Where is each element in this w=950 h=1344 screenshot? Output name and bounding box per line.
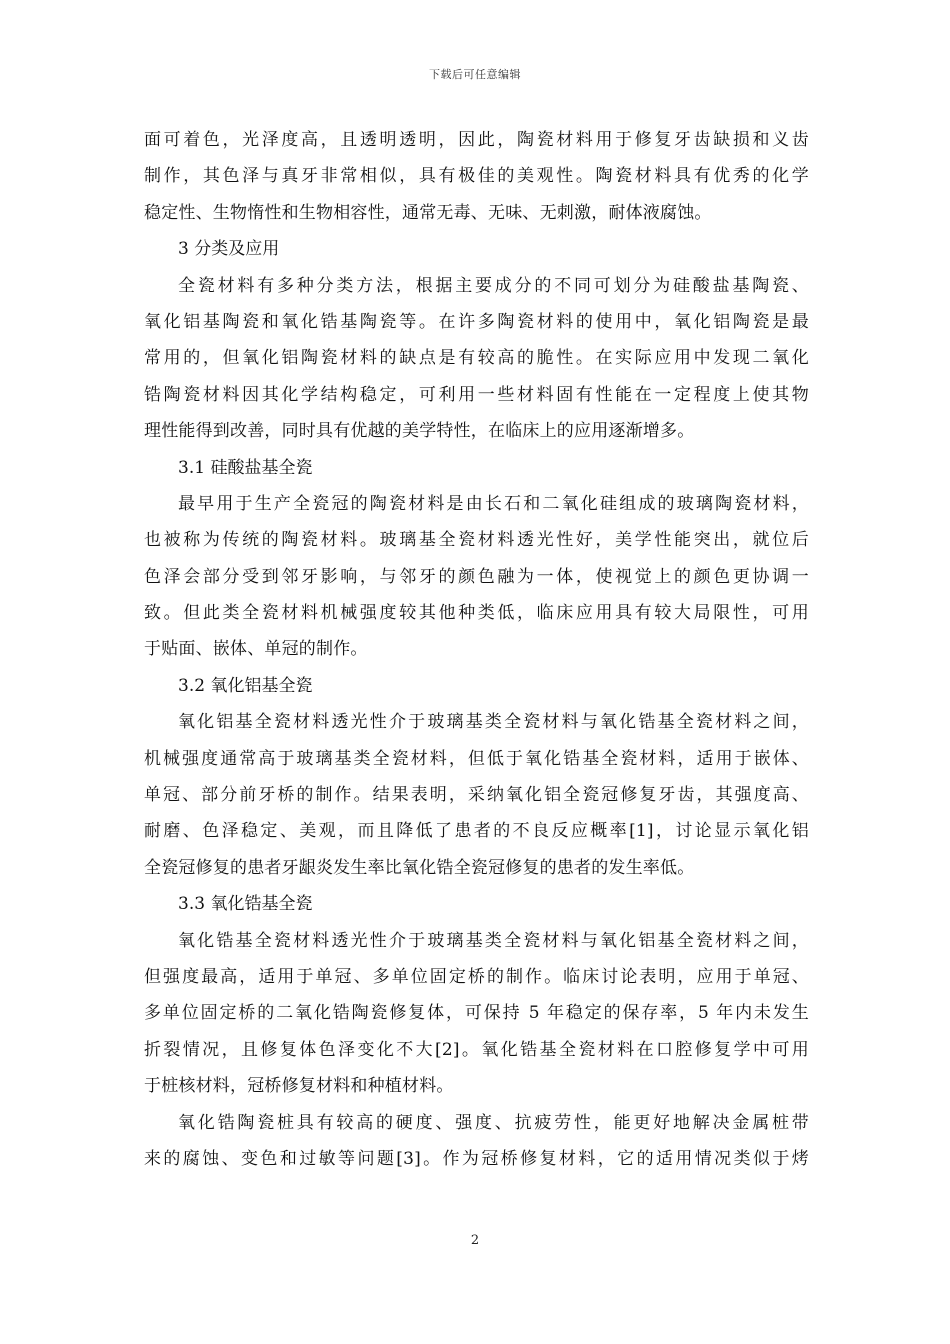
paragraph bbox=[144, 486, 809, 668]
text-line: 稳定性、生物惰性和生物相容性，通常无毒、无味、无刺激，耐体液腐蚀。 bbox=[144, 202, 712, 223]
text-line: 耐磨、色泽稳定、美观，而且降低了患者的不良反应概率[1]，讨论显示氧化铝 bbox=[144, 821, 809, 842]
text-line: 也被称为传统的陶瓷材料。玻璃基全瓷材料透光性好，美学性能突出，就位后 bbox=[144, 530, 809, 551]
text-line: 氧化锆陶瓷桩具有较高的硬度、强度、抗疲劳性，能更好地解决金属桩带 bbox=[178, 1112, 809, 1133]
text-line: 于桩核材料，冠桥修复材料和种植材料。 bbox=[144, 1076, 454, 1097]
text-line: 多单位固定桥的二氧化锆陶瓷修复体，可保持 5 年稳定的保存率，5 年内未发生 bbox=[144, 1003, 809, 1024]
paragraph bbox=[144, 1105, 809, 1178]
text-line: 色泽会部分受到邻牙影响，与邻牙的颜色融为一体，使视觉上的颜色更协调一 bbox=[144, 566, 809, 587]
text-line: 折裂情况，且修复体色泽变化不大[2]。氧化锆基全瓷材料在口腔修复学中可用 bbox=[144, 1039, 809, 1060]
section-heading: 3.1 硅酸盐基全瓷 bbox=[178, 457, 313, 478]
text-line: 于贴面、嵌体、单冠的制作。 bbox=[144, 639, 368, 660]
text-line: 最早用于生产全瓷冠的陶瓷材料是由长石和二氧化硅组成的玻璃陶瓷材料， bbox=[178, 493, 809, 514]
text-line: 氧化铝基陶瓷和氧化锆基陶瓷等。在许多陶瓷材料的使用中，氧化铝陶瓷是最 bbox=[144, 311, 809, 332]
text-line: 氧化锆基全瓷材料透光性介于玻璃基类全瓷材料与氧化铝基全瓷材料之间， bbox=[178, 930, 809, 951]
section-heading: 3.2 氧化铝基全瓷 bbox=[178, 675, 313, 696]
section-heading: 3.3 氧化锆基全瓷 bbox=[178, 894, 313, 915]
text-line: 面可着色，光泽度高，且透明透明，因此，陶瓷材料用于修复牙齿缺损和义齿 bbox=[144, 130, 809, 150]
paragraph bbox=[144, 122, 809, 231]
text-line: 锆陶瓷材料因其化学结构稳定，可利用一些材料固有性能在一定程度上使其物 bbox=[144, 384, 809, 405]
text-line: 单冠、部分前牙桥的制作。结果表明，采纳氧化铝全瓷冠修复牙齿，其强度高、 bbox=[144, 785, 809, 806]
text-line: 致。但此类全瓷材料机械强度较其他种类低，临床应用具有较大局限性，可用 bbox=[144, 603, 809, 624]
page-header: 下载后可任意编辑 bbox=[429, 68, 521, 81]
page-number: 2 bbox=[470, 1233, 480, 1248]
paragraph bbox=[144, 704, 809, 886]
section-heading: 3 分类及应用 bbox=[178, 239, 280, 260]
text-line: 来的腐蚀、变色和过敏等问题[3]。作为冠桥修复材料，它的适用情况类似于烤 bbox=[144, 1148, 809, 1169]
text-line: 制作，其色泽与真牙非常相似，具有极佳的美观性。陶瓷材料具有优秀的化学 bbox=[144, 166, 809, 187]
text-line: 全瓷冠修复的患者牙龈炎发生率比氧化锆全瓷冠修复的患者的发生率低。 bbox=[144, 857, 695, 878]
text-line: 机械强度通常高于玻璃基类全瓷材料，但低于氧化锆基全瓷材料，适用于嵌体、 bbox=[144, 748, 809, 769]
text-line: 氧化铝基全瓷材料透光性介于玻璃基类全瓷材料与氧化锆基全瓷材料之间， bbox=[178, 712, 809, 733]
text-line: 全瓷材料有多种分类方法，根据主要成分的不同可划分为硅酸盐基陶瓷、 bbox=[178, 275, 809, 296]
paragraph bbox=[144, 268, 809, 450]
document-body bbox=[144, 122, 809, 1177]
text-line: 但强度最高，适用于单冠、多单位固定桥的制作。临床讨论表明，应用于单冠、 bbox=[144, 966, 809, 987]
text-line: 常用的，但氧化铝陶瓷材料的缺点是有较高的脆性。在实际应用中发现二氧化 bbox=[144, 348, 809, 369]
text-line: 理性能得到改善，同时具有优越的美学特性，在临床上的应用逐渐增多。 bbox=[144, 421, 695, 442]
paragraph bbox=[144, 923, 809, 1105]
